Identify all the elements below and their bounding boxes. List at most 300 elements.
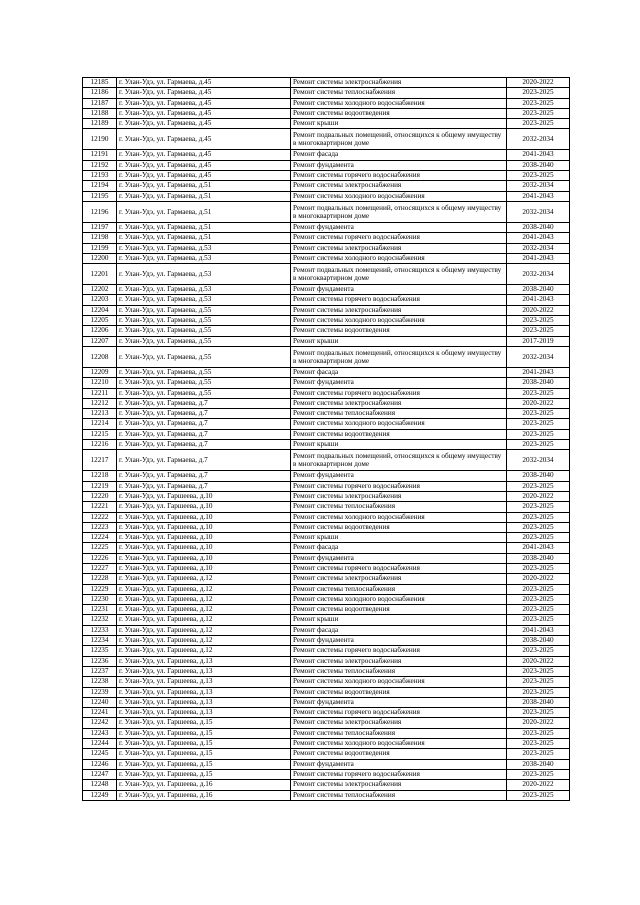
row-period: 2020-2022: [507, 718, 570, 728]
row-work-type: Ремонт системы теплоснабжения: [291, 790, 507, 800]
row-work-type: Ремонт системы водоотведения: [291, 687, 507, 697]
row-address: г. Улан-Удэ, ул. Гармаева, д.51: [117, 191, 291, 201]
row-number: 12237: [83, 666, 117, 676]
row-period: 2032-2034: [507, 450, 570, 471]
row-period: 2023-2025: [507, 409, 570, 419]
row-number: 12225: [83, 543, 117, 553]
table-row: [83, 243, 570, 253]
row-work-type: Ремонт фасада: [291, 625, 507, 635]
row-address: г. Улан-Удэ, ул. Гармаева, д.55: [117, 388, 291, 398]
row-period: 2038-2040: [507, 471, 570, 481]
row-number: 12196: [83, 201, 117, 222]
row-period: 2020-2022: [507, 574, 570, 584]
row-work-type: Ремонт фундамента: [291, 759, 507, 769]
row-number: 12233: [83, 625, 117, 635]
row-work-type: Ремонт системы электроснабжения: [291, 243, 507, 253]
row-number: 12228: [83, 574, 117, 584]
row-work-type: Ремонт системы водоотведения: [291, 605, 507, 615]
row-address: г. Улан-Удэ, ул. Гармаева, д.45: [117, 160, 291, 170]
row-work-type: Ремонт системы теплоснабжения: [291, 88, 507, 98]
row-number: 12241: [83, 708, 117, 718]
row-address: г. Улан-Удэ, ул. Гармаева, д.7: [117, 440, 291, 450]
table-row: [83, 398, 570, 408]
row-number: 12204: [83, 305, 117, 315]
row-period: 2023-2025: [507, 687, 570, 697]
table-row: [83, 450, 570, 471]
row-work-type: Ремонт системы горячего водоснабжения: [291, 769, 507, 779]
row-period: 2023-2025: [507, 316, 570, 326]
row-number: 12190: [83, 129, 117, 150]
row-number: 12226: [83, 553, 117, 563]
table-row: [83, 677, 570, 687]
row-number: 12195: [83, 191, 117, 201]
row-work-type: Ремонт системы холодного водоснабжения: [291, 739, 507, 749]
row-period: 2023-2025: [507, 677, 570, 687]
row-address: г. Улан-Удэ, ул. Гаршеева, д.13: [117, 687, 291, 697]
row-number: 12234: [83, 636, 117, 646]
row-number: 12239: [83, 687, 117, 697]
row-period: 2023-2025: [507, 790, 570, 800]
row-address: г. Улан-Удэ, ул. Гармаева, д.45: [117, 98, 291, 108]
row-address: г. Улан-Удэ, ул. Гармаева, д.51: [117, 233, 291, 243]
row-work-type: Ремонт фундамента: [291, 285, 507, 295]
table-row: [83, 625, 570, 635]
row-address: г. Улан-Удэ, ул. Гаршеева, д.10: [117, 533, 291, 543]
row-period: 2038-2040: [507, 553, 570, 563]
row-address: г. Улан-Удэ, ул. Гармаева, д.55: [117, 346, 291, 367]
row-address: г. Улан-Удэ, ул. Гаршеева, д.15: [117, 739, 291, 749]
row-period: 2023-2025: [507, 108, 570, 118]
row-address: г. Улан-Удэ, ул. Гармаева, д.55: [117, 316, 291, 326]
row-period: 2041-2043: [507, 625, 570, 635]
row-address: г. Улан-Удэ, ул. Гармаева, д.45: [117, 119, 291, 129]
row-address: г. Улан-Удэ, ул. Гаршеева, д.12: [117, 584, 291, 594]
row-work-type: Ремонт крыши: [291, 533, 507, 543]
row-address: г. Улан-Удэ, ул. Гармаева, д.55: [117, 326, 291, 336]
row-work-type: Ремонт системы горячего водоснабжения: [291, 646, 507, 656]
table-row: [83, 378, 570, 388]
table-row: [83, 718, 570, 728]
row-address: г. Улан-Удэ, ул. Гаршеева, д.10: [117, 563, 291, 573]
row-period: 2032-2034: [507, 243, 570, 253]
row-number: 12191: [83, 150, 117, 160]
row-address: г. Улан-Удэ, ул. Гаршеева, д.12: [117, 615, 291, 625]
row-number: 12194: [83, 181, 117, 191]
row-number: 12216: [83, 440, 117, 450]
row-work-type: Ремонт системы водоотведения: [291, 429, 507, 439]
row-address: г. Улан-Удэ, ул. Гармаева, д.7: [117, 398, 291, 408]
row-number: 12203: [83, 295, 117, 305]
row-address: г. Улан-Удэ, ул. Гаршеева, д.15: [117, 769, 291, 779]
row-work-type: Ремонт системы теплоснабжения: [291, 502, 507, 512]
row-work-type: Ремонт системы горячего водоснабжения: [291, 563, 507, 573]
row-period: 2023-2025: [507, 429, 570, 439]
row-number: 12198: [83, 233, 117, 243]
row-address: г. Улан-Удэ, ул. Гармаева, д.53: [117, 264, 291, 285]
row-number: 12247: [83, 769, 117, 779]
row-period: 2020-2022: [507, 398, 570, 408]
row-address: г. Улан-Удэ, ул. Гаршеева, д.10: [117, 491, 291, 501]
row-number: 12186: [83, 88, 117, 98]
table-row: [83, 108, 570, 118]
row-work-type: Ремонт фундамента: [291, 378, 507, 388]
row-period: 2041-2043: [507, 233, 570, 243]
row-period: 2023-2025: [507, 88, 570, 98]
row-period: 2038-2040: [507, 160, 570, 170]
row-work-type: Ремонт фундамента: [291, 553, 507, 563]
row-period: 2023-2025: [507, 666, 570, 676]
table-row: [83, 759, 570, 769]
row-period: 2023-2025: [507, 481, 570, 491]
row-period: 2020-2022: [507, 78, 570, 88]
row-work-type: Ремонт системы водоотведения: [291, 108, 507, 118]
row-period: 2020-2022: [507, 305, 570, 315]
table-row: [83, 512, 570, 522]
repair-schedule-table: [82, 77, 570, 801]
row-period: 2023-2025: [507, 119, 570, 129]
row-address: г. Улан-Удэ, ул. Гаршеева, д.16: [117, 780, 291, 790]
row-work-type: Ремонт системы электроснабжения: [291, 305, 507, 315]
table-row: [83, 594, 570, 604]
row-address: г. Улан-Удэ, ул. Гаршеева, д.12: [117, 594, 291, 604]
table-row: [83, 543, 570, 553]
row-address: г. Улан-Удэ, ул. Гармаева, д.51: [117, 181, 291, 191]
table-row: [83, 119, 570, 129]
table-row: [83, 780, 570, 790]
row-number: 12229: [83, 584, 117, 594]
row-work-type: Ремонт фундамента: [291, 160, 507, 170]
row-period: 2023-2025: [507, 615, 570, 625]
row-work-type: Ремонт системы холодного водоснабжения: [291, 316, 507, 326]
row-period: 2023-2025: [507, 646, 570, 656]
row-period: 2023-2025: [507, 171, 570, 181]
row-number: 12231: [83, 605, 117, 615]
row-number: 12192: [83, 160, 117, 170]
row-period: 2032-2034: [507, 181, 570, 191]
row-period: 2041-2043: [507, 543, 570, 553]
row-work-type: Ремонт фундамента: [291, 697, 507, 707]
row-period: 2023-2025: [507, 522, 570, 532]
row-work-type: Ремонт фундамента: [291, 471, 507, 481]
row-work-type: Ремонт системы водоотведения: [291, 749, 507, 759]
row-address: г. Улан-Удэ, ул. Гармаева, д.45: [117, 171, 291, 181]
row-address: г. Улан-Удэ, ул. Гармаева, д.55: [117, 378, 291, 388]
table-row: [83, 687, 570, 697]
table-row: [83, 666, 570, 676]
table-row: [83, 171, 570, 181]
table-row: [83, 708, 570, 718]
row-number: 12248: [83, 780, 117, 790]
row-work-type: Ремонт подвальных помещений, относящихся к общему имуществу в многоквартирном доме: [291, 201, 507, 222]
row-address: г. Улан-Удэ, ул. Гармаева, д.45: [117, 108, 291, 118]
table-row: [83, 615, 570, 625]
row-period: 2020-2022: [507, 780, 570, 790]
row-period: 2023-2025: [507, 512, 570, 522]
row-work-type: Ремонт системы холодного водоснабжения: [291, 191, 507, 201]
row-work-type: Ремонт системы горячего водоснабжения: [291, 708, 507, 718]
row-number: 12236: [83, 656, 117, 666]
row-number: 12221: [83, 502, 117, 512]
row-work-type: Ремонт системы электроснабжения: [291, 78, 507, 88]
row-work-type: Ремонт системы горячего водоснабжения: [291, 481, 507, 491]
row-work-type: Ремонт системы электроснабжения: [291, 491, 507, 501]
row-address: г. Улан-Удэ, ул. Гаршеева, д.16: [117, 790, 291, 800]
row-work-type: Ремонт системы холодного водоснабжения: [291, 677, 507, 687]
row-number: 12202: [83, 285, 117, 295]
row-period: 2020-2022: [507, 491, 570, 501]
row-number: 12210: [83, 378, 117, 388]
table-row: [83, 346, 570, 367]
table-row: [83, 336, 570, 346]
row-address: г. Улан-Удэ, ул. Гармаева, д.7: [117, 481, 291, 491]
row-period: 2023-2025: [507, 708, 570, 718]
row-work-type: Ремонт системы водоотведения: [291, 522, 507, 532]
row-period: 2032-2034: [507, 129, 570, 150]
row-work-type: Ремонт системы электроснабжения: [291, 780, 507, 790]
table-row: [83, 191, 570, 201]
row-period: 2041-2043: [507, 191, 570, 201]
table-row: [83, 605, 570, 615]
row-number: 12199: [83, 243, 117, 253]
row-number: 12207: [83, 336, 117, 346]
row-period: 2023-2025: [507, 388, 570, 398]
row-number: 12235: [83, 646, 117, 656]
row-period: 2032-2034: [507, 264, 570, 285]
row-address: г. Улан-Удэ, ул. Гармаева, д.53: [117, 243, 291, 253]
row-address: г. Улан-Удэ, ул. Гармаева, д.45: [117, 129, 291, 150]
row-address: г. Улан-Удэ, ул. Гаршеева, д.15: [117, 718, 291, 728]
row-period: 2032-2034: [507, 346, 570, 367]
row-number: 12189: [83, 119, 117, 129]
table-row: [83, 656, 570, 666]
row-address: г. Улан-Удэ, ул. Гармаева, д.51: [117, 201, 291, 222]
row-address: г. Улан-Удэ, ул. Гаршеева, д.15: [117, 749, 291, 759]
row-address: г. Улан-Удэ, ул. Гаршеева, д.15: [117, 728, 291, 738]
row-work-type: Ремонт системы холодного водоснабжения: [291, 419, 507, 429]
row-address: г. Улан-Удэ, ул. Гаршеева, д.10: [117, 512, 291, 522]
row-address: г. Улан-Удэ, ул. Гармаева, д.45: [117, 150, 291, 160]
row-address: г. Улан-Удэ, ул. Гаршеева, д.12: [117, 636, 291, 646]
row-number: 12220: [83, 491, 117, 501]
table-row: [83, 388, 570, 398]
row-work-type: Ремонт системы холодного водоснабжения: [291, 512, 507, 522]
row-address: г. Улан-Удэ, ул. Гармаева, д.55: [117, 367, 291, 377]
row-address: г. Улан-Удэ, ул. Гармаева, д.53: [117, 253, 291, 263]
row-number: 12219: [83, 481, 117, 491]
row-number: 12205: [83, 316, 117, 326]
row-address: г. Улан-Удэ, ул. Гаршеева, д.13: [117, 697, 291, 707]
row-period: 2023-2025: [507, 98, 570, 108]
table-row: [83, 646, 570, 656]
row-address: г. Улан-Удэ, ул. Гаршеева, д.10: [117, 522, 291, 532]
row-work-type: Ремонт крыши: [291, 615, 507, 625]
row-work-type: Ремонт фасада: [291, 150, 507, 160]
row-address: г. Улан-Удэ, ул. Гаршеева, д.15: [117, 759, 291, 769]
row-number: 12227: [83, 563, 117, 573]
row-address: г. Улан-Удэ, ул. Гармаева, д.45: [117, 88, 291, 98]
table-row: [83, 295, 570, 305]
row-period: 2038-2040: [507, 759, 570, 769]
row-address: г. Улан-Удэ, ул. Гаршеева, д.12: [117, 605, 291, 615]
table-row: [83, 481, 570, 491]
row-work-type: Ремонт системы холодного водоснабжения: [291, 98, 507, 108]
row-number: 12222: [83, 512, 117, 522]
row-period: 2023-2025: [507, 769, 570, 779]
row-period: 2023-2025: [507, 326, 570, 336]
row-number: 12215: [83, 429, 117, 439]
row-period: 2017-2019: [507, 336, 570, 346]
table-row: [83, 739, 570, 749]
row-period: 2023-2025: [507, 502, 570, 512]
row-number: 12206: [83, 326, 117, 336]
row-number: 12245: [83, 749, 117, 759]
row-work-type: Ремонт системы горячего водоснабжения: [291, 233, 507, 243]
row-work-type: Ремонт крыши: [291, 119, 507, 129]
row-number: 12249: [83, 790, 117, 800]
row-number: 12223: [83, 522, 117, 532]
table-row: [83, 429, 570, 439]
table-row: [83, 790, 570, 800]
row-number: 12217: [83, 450, 117, 471]
table-row: [83, 233, 570, 243]
row-period: 2038-2040: [507, 378, 570, 388]
table-row: [83, 491, 570, 501]
row-address: г. Улан-Удэ, ул. Гаршеева, д.13: [117, 656, 291, 666]
table-row: [83, 409, 570, 419]
table-row: [83, 553, 570, 563]
table-row: [83, 419, 570, 429]
row-number: 12213: [83, 409, 117, 419]
table-row: [83, 769, 570, 779]
row-number: 12246: [83, 759, 117, 769]
table-row: [83, 697, 570, 707]
row-number: 12201: [83, 264, 117, 285]
row-number: 12238: [83, 677, 117, 687]
row-number: 12211: [83, 388, 117, 398]
row-address: г. Улан-Удэ, ул. Гармаева, д.53: [117, 285, 291, 295]
row-work-type: Ремонт системы электроснабжения: [291, 718, 507, 728]
row-number: 12244: [83, 739, 117, 749]
table-row: [83, 98, 570, 108]
table-row: [83, 326, 570, 336]
row-number: 12197: [83, 222, 117, 232]
row-period: 2023-2025: [507, 419, 570, 429]
row-number: 12218: [83, 471, 117, 481]
row-work-type: Ремонт системы электроснабжения: [291, 656, 507, 666]
table-row: [83, 264, 570, 285]
row-work-type: Ремонт системы электроснабжения: [291, 574, 507, 584]
row-period: 2041-2043: [507, 150, 570, 160]
row-work-type: Ремонт системы электроснабжения: [291, 181, 507, 191]
row-period: 2023-2025: [507, 728, 570, 738]
table-row: [83, 160, 570, 170]
row-number: 12242: [83, 718, 117, 728]
table-row: [83, 201, 570, 222]
row-address: г. Улан-Удэ, ул. Гармаева, д.51: [117, 222, 291, 232]
row-work-type: Ремонт подвальных помещений, относящихся к общему имуществу в многоквартирном доме: [291, 450, 507, 471]
row-number: 12185: [83, 78, 117, 88]
table-row: [83, 522, 570, 532]
row-work-type: Ремонт фасада: [291, 367, 507, 377]
row-address: г. Улан-Удэ, ул. Гармаева, д.7: [117, 429, 291, 439]
row-number: 12240: [83, 697, 117, 707]
row-number: 12188: [83, 108, 117, 118]
row-period: 2023-2025: [507, 749, 570, 759]
table-row: [83, 574, 570, 584]
row-work-type: Ремонт системы теплоснабжения: [291, 409, 507, 419]
table-row: [83, 88, 570, 98]
table-row: [83, 129, 570, 150]
row-address: г. Улан-Удэ, ул. Гаршеева, д.10: [117, 502, 291, 512]
table-row: [83, 253, 570, 263]
row-period: 2023-2025: [507, 563, 570, 573]
row-address: г. Улан-Удэ, ул. Гаршеева, д.12: [117, 646, 291, 656]
row-period: 2020-2022: [507, 656, 570, 666]
table-row: [83, 471, 570, 481]
row-number: 12224: [83, 533, 117, 543]
table-row: [83, 222, 570, 232]
row-period: 2041-2043: [507, 253, 570, 263]
row-address: г. Улан-Удэ, ул. Гаршеева, д.10: [117, 553, 291, 563]
row-address: г. Улан-Удэ, ул. Гаршеева, д.12: [117, 625, 291, 635]
row-period: 2023-2025: [507, 440, 570, 450]
table-body: [83, 78, 570, 801]
row-work-type: Ремонт подвальных помещений, относящихся к общему имуществу в многоквартирном доме: [291, 264, 507, 285]
table-row: [83, 636, 570, 646]
row-address: г. Улан-Удэ, ул. Гаршеева, д.13: [117, 666, 291, 676]
row-work-type: Ремонт крыши: [291, 440, 507, 450]
row-number: 12193: [83, 171, 117, 181]
row-number: 12214: [83, 419, 117, 429]
row-address: г. Улан-Удэ, ул. Гаршеева, д.10: [117, 543, 291, 553]
table-row: [83, 563, 570, 573]
row-period: 2023-2025: [507, 584, 570, 594]
row-address: г. Улан-Удэ, ул. Гаршеева, д.13: [117, 677, 291, 687]
row-address: г. Улан-Удэ, ул. Гаршеева, д.13: [117, 708, 291, 718]
row-period: 2023-2025: [507, 605, 570, 615]
row-work-type: Ремонт системы электроснабжения: [291, 398, 507, 408]
table-row: [83, 316, 570, 326]
row-work-type: Ремонт системы холодного водоснабжения: [291, 594, 507, 604]
row-work-type: Ремонт фундамента: [291, 636, 507, 646]
table-row: [83, 181, 570, 191]
row-period: 2023-2025: [507, 594, 570, 604]
row-work-type: Ремонт системы горячего водоснабжения: [291, 295, 507, 305]
row-work-type: Ремонт фундамента: [291, 222, 507, 232]
row-period: 2023-2025: [507, 533, 570, 543]
table-row: [83, 78, 570, 88]
row-work-type: Ремонт системы холодного водоснабжения: [291, 253, 507, 263]
table-row: [83, 749, 570, 759]
row-work-type: Ремонт системы водоотведения: [291, 326, 507, 336]
table-row: [83, 533, 570, 543]
row-work-type: Ремонт подвальных помещений, относящихся к общему имуществу в многоквартирном доме: [291, 346, 507, 367]
row-address: г. Улан-Удэ, ул. Гаршеева, д.12: [117, 574, 291, 584]
row-number: 12230: [83, 594, 117, 604]
row-address: г. Улан-Удэ, ул. Гармаева, д.45: [117, 78, 291, 88]
row-address: г. Улан-Удэ, ул. Гармаева, д.53: [117, 295, 291, 305]
row-work-type: Ремонт системы теплоснабжения: [291, 584, 507, 594]
row-work-type: Ремонт системы горячего водоснабжения: [291, 171, 507, 181]
row-address: г. Улан-Удэ, ул. Гармаева, д.7: [117, 471, 291, 481]
row-period: 2038-2040: [507, 285, 570, 295]
table-row: [83, 285, 570, 295]
row-number: 12209: [83, 367, 117, 377]
row-period: 2041-2043: [507, 295, 570, 305]
row-number: 12232: [83, 615, 117, 625]
row-period: 2041-2043: [507, 367, 570, 377]
row-address: г. Улан-Удэ, ул. Гармаева, д.7: [117, 409, 291, 419]
